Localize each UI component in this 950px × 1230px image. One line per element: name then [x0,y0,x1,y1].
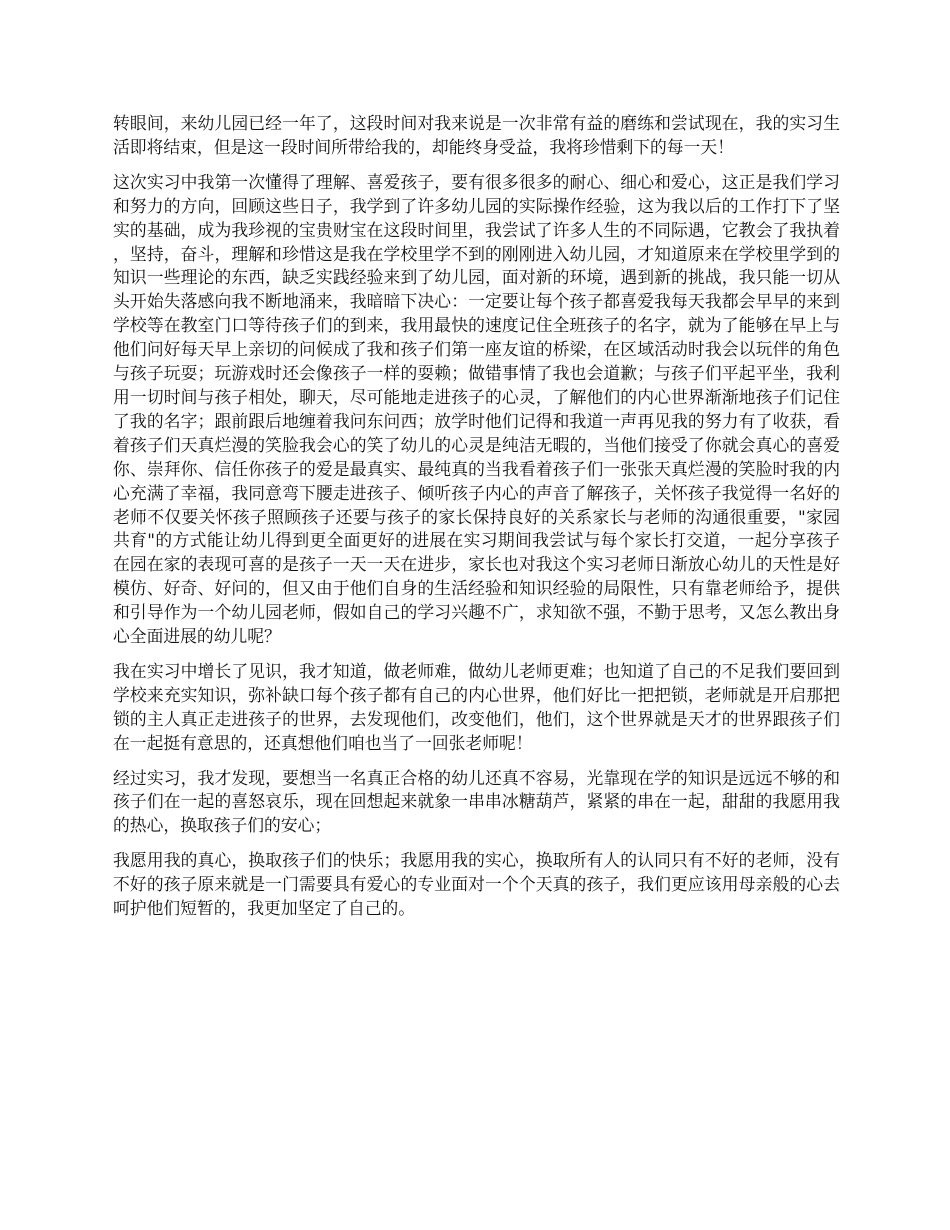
paragraph-2: 这次实习中我第一次懂得了理解、喜爱孩子，要有很多很多的耐心、细心和爱心，这正是我们学习和努力的方向，回顾这些日子，我学到了许多幼儿园的实际操作经验，这为我以后的工作打下了坚实的基础，成为我珍视的宝贵财宝在这段时间里，我尝试了许多人生的不同际遇，它教会了我执着，坚持，奋斗，理解和珍惜这是我在学校里学不到的刚刚进入幼儿园，才知道原来在学校里学到的知识一些理论的东西，缺乏实践经验来到了幼儿园，面对新的环境，遇到新的挑战，我只能一切从头开始失落感向我不断地涌来，我暗暗下决心：一定要让每个孩子都喜爱我每天我都会早早的来到学校等在教室门口等待孩子们的到来，我用最快的速度记住全班孩子的名字，就为了能够在早上与他们问好每天早上亲切的问候成了我和孩子们第一座友谊的桥梁，在区域活动时我会以玩伴的角色与孩子玩耍；玩游戏时还会像孩子一样的耍赖；做错事情了我也会道歉；与孩子们平起平坐，我利用一切时间与孩子相处，聊天，尽可能地走进孩子的心灵，了解他们的内心世界渐渐地孩子们记住了我的名字；跟前跟后地缠着我问东问西；放学时他们记得和我道一声再见我的努力有了收获，看着孩子们天真烂漫的笑脸我会心的笑了幼儿的心灵是纯洁无暇的，当他们接受了你就会真心的喜爱你、崇拜你、信任你孩子的爱是最真实、最纯真的当我看着孩子们一张张天真烂漫的笑脸时我的内心充满了幸福，我同意弯下腰走进孩子、倾听孩子内心的声音了解孩子，关怀孩子我觉得一名好的老师不仅要关怀孩子照顾孩子还要与孩子的家长保持良好的关系家长与老师的沟通很重要，"家园共育"的方式能让幼儿得到更全面更好的进展在实习期间我尝试与每个家长打交道，一起分享孩子在园在家的表现可喜的是孩子一天一天在进步，家长也对我这个实习老师日渐放心幼儿的天性是好模仿、好奇、好问的，但又由于他们自身的生活经验和知识经验的局限性，只有靠老师给予，提供和引导作为一个幼儿园老师，假如自己的学习兴趣不广，求知欲不强，不勤于思考，又怎么教出身心全面进展的幼儿呢？ [113,171,840,647]
paragraph-4: 经过实习，我才发现，要想当一名真正合格的幼儿还真不容易，光靠现在学的知识是远远不够的和孩子们在一起的喜怒哀乐，现在回想起来就象一串串冰糖葫芦，紧紧的串在一起，甜甜的我愿用我的热心，换取孩子们的安心； [113,767,840,836]
document-page [113,112,840,932]
paragraph-1: 转眼间，来幼儿园已经一年了，这段时间对我来说是一次非常有益的磨练和尝试现在，我的实习生活即将结束，但是这一段时间所带给我的，却能终身受益，我将珍惜剩下的每一天！ [113,113,840,157]
paragraph-3: 我在实习中增长了见识，我才知道，做老师难，做幼儿老师更难；也知道了自己的不足我们要回到学校来充实知识，弥补缺口每个孩子都有自己的内心世界，他们好比一把把锁，老师就是开启那把锁的主人真正走进孩子的世界，去发现他们，改变他们，他们，这个世界就是天才的世界跟孩子们在一起挺有意思的，还真想他们咱也当了一回张老师呢！ [113,660,840,753]
paragraph-5: 我愿用我的真心，换取孩子们的快乐；我愿用我的实心，换取所有人的认同只有不好的老师，没有不好的孩子原来就是一门需要具有爱心的专业面对一个个天真的孩子，我们更应该用母亲般的心去呵护他们短暂的，我更加坚定了自己的。 [113,850,840,919]
